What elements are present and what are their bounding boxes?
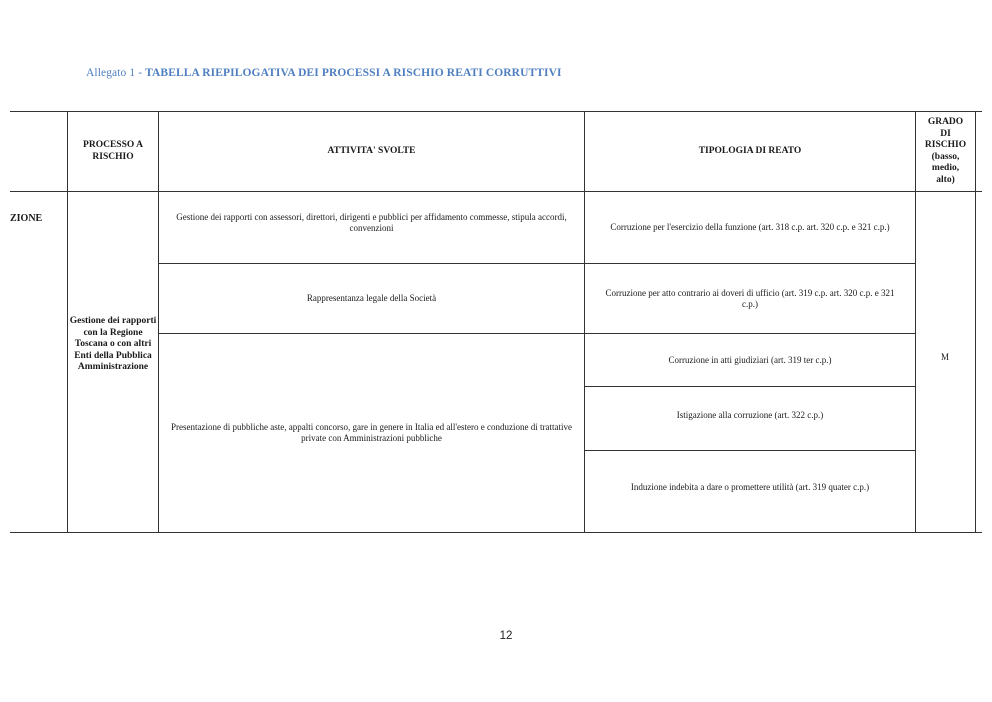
reato-cell: Istigazione alla corruzione (art. 322 c.p.) — [676, 409, 824, 420]
title-main: TABELLA RIEPILOGATIVA DEI PROCESSI A RISCHIO REATI CORRUTTIVI — [145, 67, 562, 79]
table-bottom-border — [10, 532, 982, 533]
page-number: 12 — [499, 630, 513, 642]
header-attivita: ATTIVITA' SVOLTE — [327, 145, 416, 156]
processo-cell: Gestione dei rapporti con la Regione Toscana o con altri Enti della Pubblica Amministrazione — [69, 316, 157, 372]
column-divider — [975, 111, 976, 532]
title-prefix: Allegato 1 - — [86, 67, 146, 79]
header-tipologia: TIPOLOGIA DI REATO — [698, 145, 802, 156]
reato-cell: Corruzione per atto contrario ai doveri di ufficio (art. 319 c.p. art. 320 c.p. e 321 c.p.) — [605, 287, 895, 309]
document-title — [86, 67, 562, 79]
header-grado: GRADO DI RISCHIO (basso, medio, alto) — [924, 117, 967, 185]
reato-cell: Corruzione in atti giudiziari (art. 319 ter c.p.) — [668, 354, 832, 365]
grado-cell: M — [940, 352, 949, 362]
attivita-cell: Gestione dei rapporti con assessori, direttori, dirigenti e pubblici per affidamento commesse, stipula accordi, convenzioni — [176, 212, 567, 233]
attivita-cell: Presentazione di pubbliche aste, appalti concorso, gare in genere in Italia ed all'estero e conduzione di trattative private con Amministrazioni pubbliche — [171, 422, 572, 443]
attivita-cell: Rappresentanza legale della Società — [306, 293, 437, 303]
area-label: ZIONE — [10, 213, 43, 224]
reato-cell: Induzione indebita a dare o promettere utilità (art. 319 quater c.p.) — [630, 482, 870, 492]
header-processo: PROCESSO A RISCHIO — [83, 140, 143, 162]
reato-cell: Corruzione per l'esercizio della funzione (art. 318 c.p. art. 320 c.p. e 321 c.p.) — [610, 222, 890, 232]
